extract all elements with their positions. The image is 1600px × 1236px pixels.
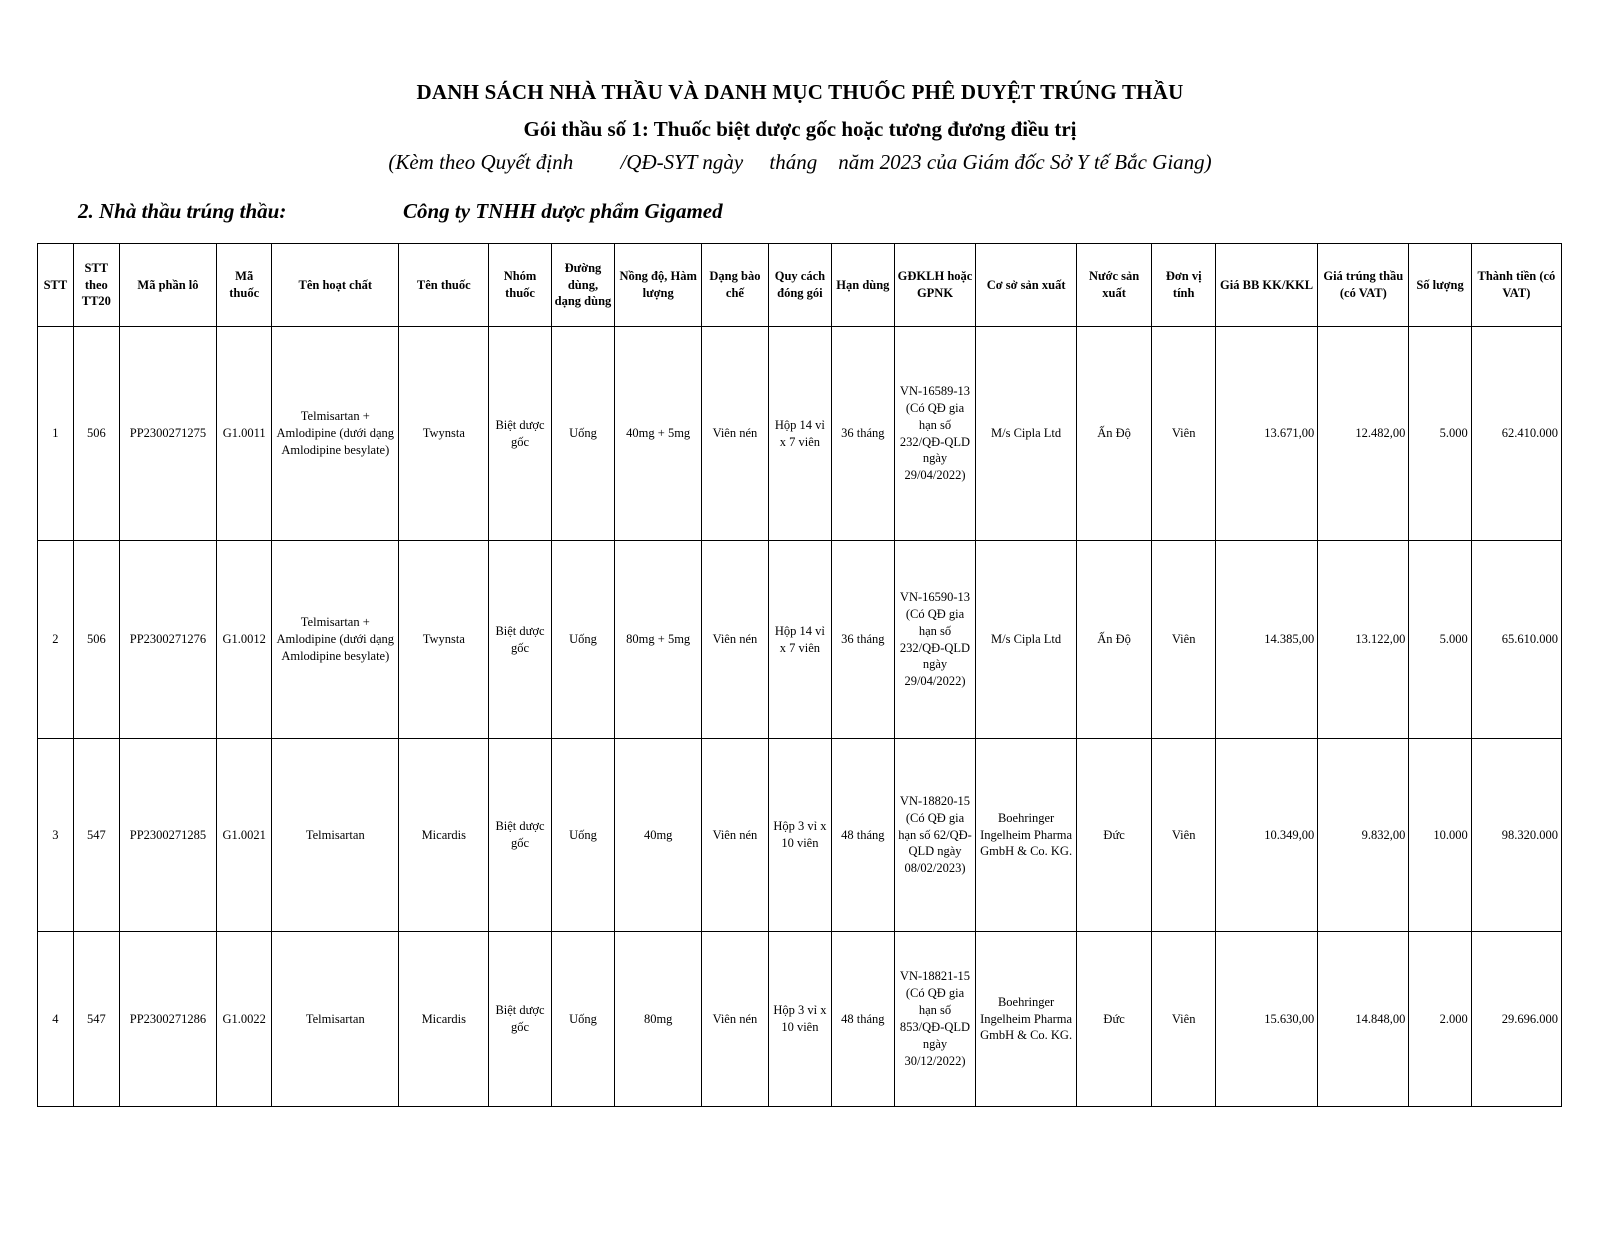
cell-winning-price: 13.122,00 [1318,541,1409,739]
cell-shelf-life: 48 tháng [832,932,894,1107]
cell-route: Uống [551,739,614,932]
header-country: Nước sản xuất [1076,244,1152,327]
table-row [38,327,1562,541]
table-row [38,541,1562,739]
header-packaging: Quy cách đóng gói [768,244,831,327]
cell-unit: Viên [1152,327,1215,541]
cell-stt-tt20: 547 [73,932,119,1107]
cell-shelf-life: 48 tháng [832,739,894,932]
header-drug-code: Mã thuốc [217,244,272,327]
cell-stt: 2 [38,541,74,739]
cell-winning-price: 9.832,00 [1318,739,1409,932]
cell-manufacturer: M/s Cipla Ltd [976,327,1076,541]
cell-active-ingredient: Telmisartan + Amlodipine (dưới dạng Amlodipine besylate) [272,327,399,541]
cell-registration: VN-16589-13 (Có QĐ gia hạn số 232/QĐ-QLD ngày 29/04/2022) [894,327,976,541]
cell-packaging: Hộp 14 vỉ x 7 viên [768,541,831,739]
header-shelf-life: Hạn dùng [832,244,894,327]
cell-total: 62.410.000 [1471,327,1561,541]
cell-registration: VN-16590-13 (Có QĐ gia hạn số 232/QĐ-QLD ngày 29/04/2022) [894,541,976,739]
cell-registration: VN-18820-15 (Có QĐ gia hạn số 62/QĐ-QLD ngày 08/02/2023) [894,739,976,932]
cell-drug-code: G1.0022 [217,932,272,1107]
header-declared-price: Giá BB KK/KKL [1215,244,1317,327]
header-lot-code: Mã phần lô [119,244,216,327]
cell-declared-price: 10.349,00 [1215,739,1317,932]
cell-lot-code: PP2300271275 [119,327,216,541]
cell-total: 29.696.000 [1471,932,1561,1107]
cell-country: Đức [1076,932,1152,1107]
contractor-label: 2. Nhà thầu trúng thầu: [78,199,287,223]
drug-table [37,243,1562,1107]
document-subtitle: Gói thầu số 1: Thuốc biệt dược gốc hoặc tương đương điều trị [523,117,1077,141]
table-row [38,932,1562,1107]
cell-quantity: 10.000 [1409,739,1471,932]
table-row [38,739,1562,932]
header-stt-tt20: STT theo TT20 [73,244,119,327]
cell-quantity: 5.000 [1409,327,1471,541]
cell-packaging: Hộp 3 vỉ x 10 viên [768,739,831,932]
cell-drug-name: Micardis [399,739,489,932]
cell-shelf-life: 36 tháng [832,327,894,541]
cell-active-ingredient: Telmisartan + Amlodipine (dưới dạng Amlodipine besylate) [272,541,399,739]
cell-total: 65.610.000 [1471,541,1561,739]
cell-packaging: Hộp 3 vỉ x 10 viên [768,932,831,1107]
cell-manufacturer: Boehringer Ingelheim Pharma GmbH & Co. KG. [976,739,1076,932]
cell-lot-code: PP2300271276 [119,541,216,739]
cell-strength: 80mg [615,932,702,1107]
cell-dosage-form: Viên nén [702,541,769,739]
cell-winning-price: 12.482,00 [1318,327,1409,541]
cell-lot-code: PP2300271285 [119,739,216,932]
document-title: DANH SÁCH NHÀ THẦU VÀ DANH MỤC THUỐC PHÊ DUYỆT TRÚNG THẦU [416,80,1184,104]
contractor-name: Công ty TNHH dược phẩm Gigamed [403,199,723,223]
cell-drug-code: G1.0011 [217,327,272,541]
cell-drug-name: Micardis [399,932,489,1107]
header-route: Đường dùng, dạng dùng [551,244,614,327]
cell-strength: 80mg + 5mg [615,541,702,739]
cell-stt: 3 [38,739,74,932]
header-manufacturer: Cơ sở sản xuất [976,244,1076,327]
cell-total: 98.320.000 [1471,739,1561,932]
cell-strength: 40mg + 5mg [615,327,702,541]
cell-active-ingredient: Telmisartan [272,932,399,1107]
cell-route: Uống [551,541,614,739]
cell-declared-price: 13.671,00 [1215,327,1317,541]
header-stt: STT [38,244,74,327]
cell-dosage-form: Viên nén [702,739,769,932]
header-active-ingredient: Tên hoạt chất [272,244,399,327]
cell-lot-code: PP2300271286 [119,932,216,1107]
cell-declared-price: 14.385,00 [1215,541,1317,739]
cell-quantity: 2.000 [1409,932,1471,1107]
cell-stt: 1 [38,327,74,541]
cell-drug-group: Biệt dược gốc [489,932,551,1107]
table-header-row [38,244,1562,327]
attachment-note: (Kèm theo Quyết định /QĐ-SYT ngày tháng năm 2023 của Giám đốc Sở Y tế Bắc Giang) [388,150,1212,174]
cell-manufacturer: M/s Cipla Ltd [976,541,1076,739]
header-drug-name: Tên thuốc [399,244,489,327]
cell-stt-tt20: 506 [73,327,119,541]
header-strength: Nồng độ, Hàm lượng [615,244,702,327]
header-drug-group: Nhóm thuốc [489,244,551,327]
cell-drug-group: Biệt dược gốc [489,739,551,932]
cell-stt: 4 [38,932,74,1107]
header-total: Thành tiền (có VAT) [1471,244,1561,327]
cell-drug-group: Biệt dược gốc [489,541,551,739]
cell-drug-code: G1.0021 [217,739,272,932]
cell-quantity: 5.000 [1409,541,1471,739]
cell-drug-group: Biệt dược gốc [489,327,551,541]
cell-stt-tt20: 506 [73,541,119,739]
cell-country: Ấn Độ [1076,541,1152,739]
cell-drug-name: Twynsta [399,541,489,739]
cell-shelf-life: 36 tháng [832,541,894,739]
cell-drug-name: Twynsta [399,327,489,541]
cell-manufacturer: Boehringer Ingelheim Pharma GmbH & Co. KG. [976,932,1076,1107]
cell-strength: 40mg [615,739,702,932]
header-winning-price: Giá trúng thầu (có VAT) [1318,244,1409,327]
cell-active-ingredient: Telmisartan [272,739,399,932]
header-registration: GĐKLH hoặc GPNK [894,244,976,327]
cell-dosage-form: Viên nén [702,327,769,541]
cell-country: Ấn Độ [1076,327,1152,541]
cell-dosage-form: Viên nén [702,932,769,1107]
cell-route: Uống [551,327,614,541]
cell-winning-price: 14.848,00 [1318,932,1409,1107]
cell-unit: Viên [1152,739,1215,932]
cell-stt-tt20: 547 [73,739,119,932]
cell-unit: Viên [1152,932,1215,1107]
cell-registration: VN-18821-15 (Có QĐ gia hạn số 853/QĐ-QLD ngày 30/12/2022) [894,932,976,1107]
cell-drug-code: G1.0012 [217,541,272,739]
header-quantity: Số lượng [1409,244,1471,327]
cell-unit: Viên [1152,541,1215,739]
cell-country: Đức [1076,739,1152,932]
cell-packaging: Hộp 14 vỉ x 7 viên [768,327,831,541]
cell-declared-price: 15.630,00 [1215,932,1317,1107]
header-unit: Đơn vị tính [1152,244,1215,327]
header-dosage-form: Dạng bào chế [702,244,769,327]
cell-route: Uống [551,932,614,1107]
